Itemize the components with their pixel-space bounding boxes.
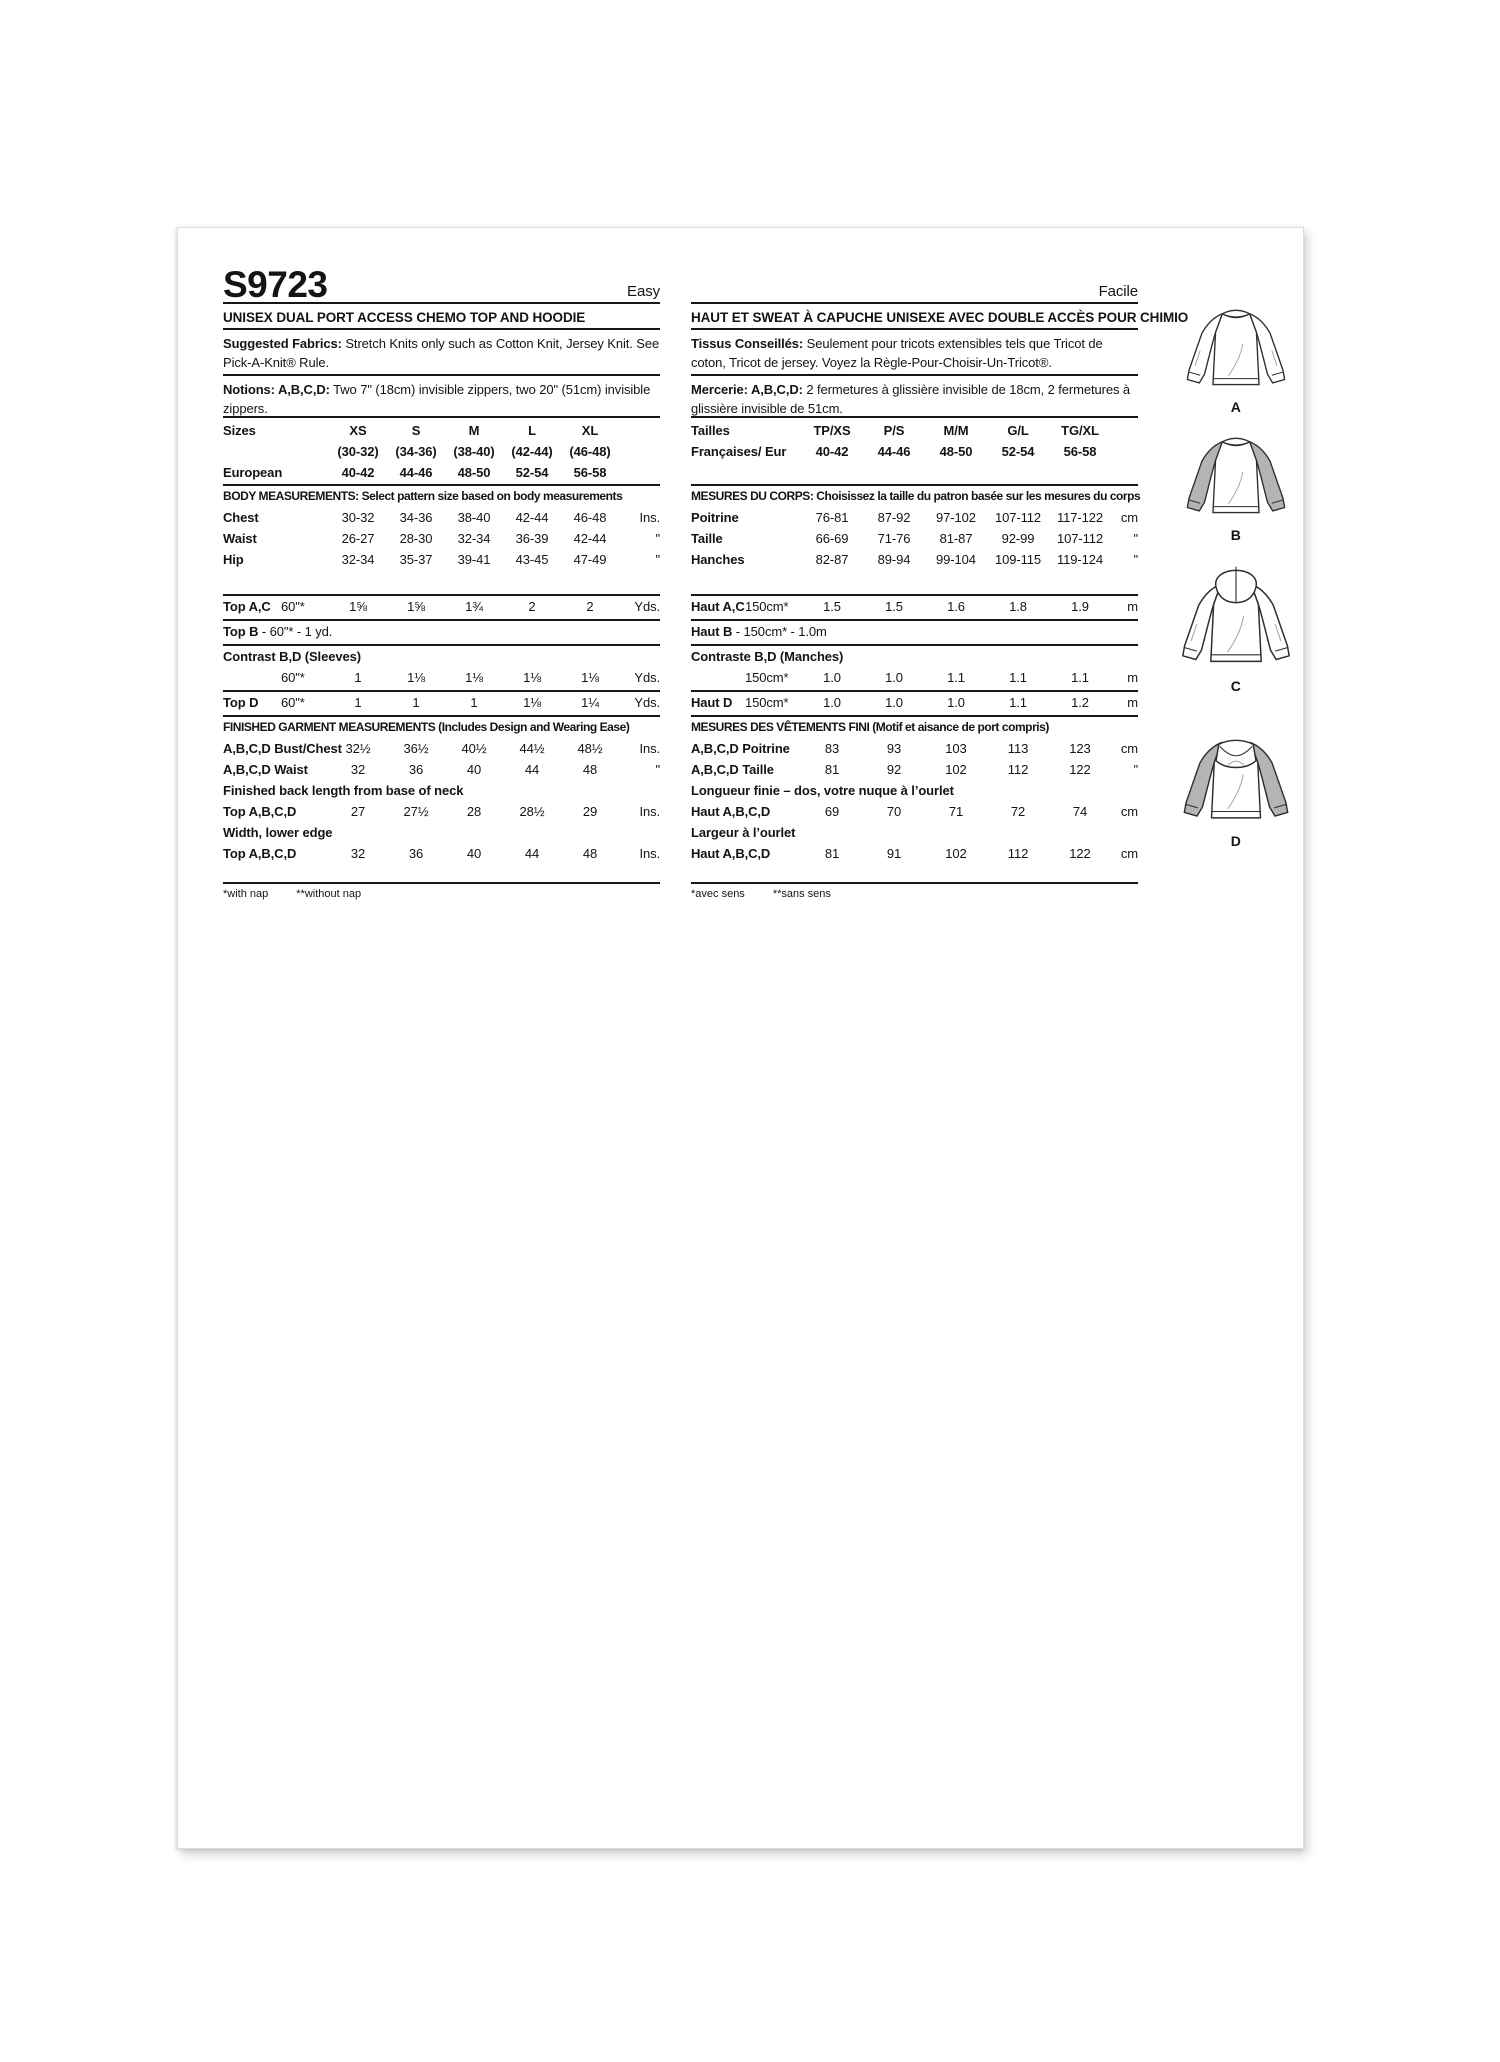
unit-cell: m (1127, 599, 1138, 614)
table-row (691, 738, 1138, 759)
contrast-label: Contrast B,D (Sleeves) (223, 649, 361, 664)
value-cell: 32 (350, 762, 366, 777)
value-cell: 1.1 (947, 670, 965, 685)
unit-cell: Yds. (634, 599, 660, 614)
value-cell: 123 (1069, 741, 1091, 756)
value-cell: 1⅝ (349, 599, 367, 614)
value-cell: 82-87 (815, 552, 849, 567)
value-cell: 97-102 (936, 510, 976, 525)
value-cell: 34-36 (399, 510, 433, 525)
width-lower-edge-label: Largeur à l’ourlet (691, 825, 796, 840)
value-cell: 1¾ (465, 599, 483, 614)
value-cell: TG/XL (1061, 423, 1099, 438)
value-cell: 81-87 (939, 531, 973, 546)
size-header-table (223, 416, 660, 486)
table-row (691, 528, 1138, 549)
body-measurements-header: MESURES DU CORPS: Choisissez la taille du patron basée sur les mesures du corps (691, 489, 1141, 503)
view-a (1161, 301, 1311, 415)
unit-cell: cm (1120, 846, 1138, 861)
value-cell: 1.0 (947, 695, 965, 710)
value-cell: P/S (883, 423, 905, 438)
value-cell: 81 (824, 762, 840, 777)
table-row (223, 507, 660, 528)
unit-cell: Ins. (639, 741, 660, 756)
table-row (223, 462, 660, 483)
view-c-illustration (1166, 555, 1306, 676)
row-label: Top A,C (223, 599, 271, 614)
yardage-row (223, 692, 660, 717)
table-row (691, 420, 1138, 441)
table-row (223, 801, 660, 822)
value-cell: 1.9 (1071, 599, 1089, 614)
back-length-label: Finished back length from base of neck (223, 783, 464, 798)
yardage-row (691, 594, 1138, 621)
row-label: European (223, 465, 283, 480)
value-cell: S (411, 423, 421, 438)
value-cell: 40 (466, 762, 482, 777)
value-cell: (42-44) (511, 444, 553, 459)
value-cell: 47-49 (573, 552, 607, 567)
row-label: Poitrine (691, 510, 739, 525)
value-cell: (34-36) (395, 444, 437, 459)
row-label: Chest (223, 510, 259, 525)
yardage-row (223, 594, 660, 621)
view-d-illustration (1168, 729, 1304, 831)
value-cell: M/M (943, 423, 969, 438)
value-cell: 102 (945, 762, 967, 777)
table-row (691, 441, 1138, 462)
unit-cell: Yds. (634, 670, 660, 685)
value-cell: 1⅛ (465, 670, 483, 685)
value-cell: XS (349, 423, 367, 438)
value-cell: 1.5 (885, 599, 903, 614)
table-row (223, 549, 660, 570)
view-c (1161, 555, 1311, 694)
value-cell: 32-34 (341, 552, 375, 567)
value-cell: 36½ (403, 741, 429, 756)
value-cell: 122 (1069, 762, 1091, 777)
value-cell: 102 (945, 846, 967, 861)
table-row (223, 738, 660, 759)
value-cell: 44-46 (877, 444, 911, 459)
value-cell: - 150cm* - 1.0m (732, 624, 827, 639)
french-column (691, 266, 1189, 900)
size-header-table (691, 416, 1138, 486)
value-cell: 48 (582, 762, 598, 777)
table-row (691, 549, 1138, 570)
row-label: Haut A,C (691, 599, 745, 614)
value-cell: 1¼ (581, 695, 599, 710)
value-cell: 71-76 (877, 531, 911, 546)
value-cell: 70 (886, 804, 902, 819)
masthead (691, 266, 1138, 304)
value-cell: 52-54 (515, 465, 549, 480)
value-cell: G/L (1007, 423, 1029, 438)
view-b-label: B (1230, 526, 1242, 543)
back-length-label: Longueur finie – dos, votre nuque à l’ourlet (691, 783, 954, 798)
unit-cell: " (1133, 552, 1138, 567)
view-c-label: C (1230, 678, 1242, 695)
value-cell: 44½ (519, 741, 545, 756)
footnote-without-nap: **without nap (296, 888, 362, 900)
notions-text: Two 7" (18cm) invisible zippers, two 20" (51cm) invisible zippers. (223, 382, 651, 416)
value-cell: (38-40) (453, 444, 495, 459)
view-d (1161, 729, 1311, 849)
fabric-width-cell: 60"* (281, 599, 305, 614)
notions-text: 2 fermetures à glissière invisible de 18cm, 2 fermetures à glissière invisible de 51cm. (691, 382, 1131, 416)
finished-measurements-header: MESURES DES VÊTEMENTS FINI (Motif et aisance de port compris) (691, 720, 1049, 734)
value-cell: 27 (350, 804, 366, 819)
value-cell: 1.6 (947, 599, 965, 614)
value-cell: 1⅛ (581, 670, 599, 685)
pattern-title: UNISEX DUAL PORT ACCESS CHEMO TOP AND HOODIE (223, 304, 660, 330)
value-cell: 40½ (461, 741, 487, 756)
body-measurements-header: BODY MEASUREMENTS: Select pattern size based on body measurements (223, 489, 623, 503)
view-d-label: D (1230, 832, 1242, 849)
value-cell: 56-58 (1063, 444, 1097, 459)
value-cell: 76-81 (815, 510, 849, 525)
difficulty-label: Easy (627, 283, 660, 300)
row-label: Taille (691, 531, 723, 546)
suggested-fabrics (223, 330, 660, 376)
value-cell: 28-30 (399, 531, 433, 546)
value-cell: 1 (412, 695, 420, 710)
row-label: Top A,B,C,D (223, 846, 297, 861)
footnote (223, 882, 660, 900)
value-cell: 107-112 (994, 510, 1042, 525)
unit-cell: " (655, 552, 660, 567)
value-cell: 109-115 (994, 552, 1042, 567)
value-cell: 91 (886, 846, 902, 861)
value-cell: 42-44 (515, 510, 549, 525)
value-cell: - 60"* - 1 yd. (258, 624, 333, 639)
value-cell: 44 (524, 846, 540, 861)
value-cell: 1.0 (885, 695, 903, 710)
value-cell: 56-58 (573, 465, 607, 480)
english-column (223, 266, 660, 900)
value-cell: 43-45 (515, 552, 549, 567)
yardage-row-b (691, 621, 1138, 646)
pattern-title: HAUT ET SWEAT À CAPUCHE UNISEXE AVEC DOUBLE ACCÈS POUR CHIMIO (691, 304, 1138, 330)
value-cell: 48-50 (457, 465, 491, 480)
row-label: Top A,B,C,D (223, 804, 297, 819)
value-cell: 81 (824, 846, 840, 861)
row-label: Top B (223, 624, 259, 639)
value-cell: 1.1 (1009, 695, 1027, 710)
finished-measurements-header: FINISHED GARMENT MEASUREMENTS (Includes Design and Wearing Ease) (223, 720, 630, 734)
value-cell: 69 (824, 804, 840, 819)
row-label: Haut B (691, 624, 733, 639)
value-cell: 1.8 (1009, 599, 1027, 614)
value-cell: 92 (886, 762, 902, 777)
footnote (691, 882, 1138, 900)
value-cell: 119-124 (1056, 552, 1104, 567)
view-b (1161, 429, 1311, 543)
contrast-label: Contraste B,D (Manches) (691, 649, 844, 664)
value-cell: 44-46 (399, 465, 433, 480)
fabric-width-cell: 60"* (281, 670, 305, 685)
table-row (691, 759, 1138, 780)
yardage-row (691, 692, 1138, 717)
value-cell: TP/XS (813, 423, 851, 438)
suggested-fabrics (691, 330, 1138, 376)
value-cell: 28 (466, 804, 482, 819)
yardage-row-b (223, 621, 660, 646)
pattern-number: S9723 (223, 264, 328, 305)
value-cell: 36 (408, 762, 424, 777)
table-row (223, 843, 660, 864)
value-cell: 40-42 (341, 465, 375, 480)
view-a-illustration (1172, 301, 1300, 397)
view-a-label: A (1230, 398, 1242, 415)
value-cell: 48½ (577, 741, 603, 756)
value-cell: 36-39 (515, 531, 549, 546)
value-cell: 46-48 (573, 510, 607, 525)
masthead (223, 266, 660, 304)
unit-cell: Ins. (639, 510, 660, 525)
value-cell: 87-92 (877, 510, 911, 525)
value-cell: 107-112 (1056, 531, 1104, 546)
unit-cell: Yds. (634, 695, 660, 710)
value-cell: 2 (586, 599, 594, 614)
value-cell: 1.5 (823, 599, 841, 614)
value-cell: 89-94 (877, 552, 911, 567)
footnote-avec-sens: *avec sens (691, 888, 745, 900)
value-cell: 83 (824, 741, 840, 756)
value-cell: 32½ (345, 741, 371, 756)
footnote-with-nap: *with nap (223, 888, 269, 900)
value-cell: 1 (354, 670, 362, 685)
fabrics-text: Seulement pour tricots extensibles tels que Tricot de coton, Tricot de jersey. Voyez la Règle-Pour-Choisir-Un-Tricot®. (691, 336, 1103, 370)
value-cell: 48 (582, 846, 598, 861)
value-cell: 1⅛ (523, 695, 541, 710)
unit-cell: " (1133, 531, 1138, 546)
unit-cell: m (1127, 695, 1138, 710)
value-cell: 122 (1069, 846, 1091, 861)
value-cell: 1 (354, 695, 362, 710)
notions-label: Notions: A,B,C,D: (223, 382, 330, 397)
row-label: Sizes (223, 423, 256, 438)
value-cell: 1 (470, 695, 478, 710)
unit-cell: " (1133, 762, 1138, 777)
row-label: Haut A,B,C,D (691, 804, 771, 819)
value-cell: 71 (948, 804, 964, 819)
notions (691, 376, 1138, 416)
row-label: Haut A,B,C,D (691, 846, 771, 861)
unit-cell: m (1127, 670, 1138, 685)
value-cell: 1.0 (823, 695, 841, 710)
value-cell: 74 (1072, 804, 1088, 819)
value-cell: 48-50 (939, 444, 973, 459)
table-row (691, 507, 1138, 528)
unit-cell: " (655, 762, 660, 777)
value-cell: 92-99 (1001, 531, 1035, 546)
fabrics-label: Suggested Fabrics: (223, 336, 342, 351)
yardage-row (223, 667, 660, 692)
value-cell: 52-54 (1001, 444, 1035, 459)
value-cell: 1⅛ (407, 670, 425, 685)
value-cell: 39-41 (457, 552, 491, 567)
value-cell: 1.2 (1071, 695, 1089, 710)
value-cell: 117-122 (1056, 510, 1104, 525)
difficulty-label: Facile (1098, 283, 1138, 300)
value-cell: 1⅛ (523, 670, 541, 685)
value-cell: (30-32) (337, 444, 379, 459)
value-cell: 113 (1007, 741, 1029, 756)
unit-cell: cm (1120, 741, 1138, 756)
value-cell: 1.0 (885, 670, 903, 685)
value-cell: 40 (466, 846, 482, 861)
view-b-illustration (1172, 429, 1300, 525)
notions-label: Mercerie: A,B,C,D: (691, 382, 803, 397)
row-label: Hanches (691, 552, 745, 567)
value-cell: 66-69 (815, 531, 849, 546)
value-cell: (46-48) (569, 444, 611, 459)
row-label: A,B,C,D Taille (691, 762, 774, 777)
unit-cell: cm (1120, 510, 1138, 525)
table-row (223, 420, 660, 441)
value-cell: 2 (528, 599, 536, 614)
fabrics-text: Stretch Knits only such as Cotton Knit, Jersey Knit. See Pick-A-Knit® Rule. (223, 336, 660, 370)
value-cell: 32 (350, 846, 366, 861)
value-cell: 103 (945, 741, 967, 756)
value-cell: L (528, 423, 536, 438)
unit-cell: " (655, 531, 660, 546)
value-cell: 72 (1010, 804, 1026, 819)
row-label: Hip (223, 552, 244, 567)
fabric-width-cell: 60"* (281, 695, 305, 710)
table-row (223, 759, 660, 780)
footnote-sans-sens: **sans sens (772, 888, 831, 900)
value-cell: 1.1 (1009, 670, 1027, 685)
unit-cell: cm (1120, 804, 1138, 819)
value-cell: 44 (524, 762, 540, 777)
value-cell: 42-44 (573, 531, 607, 546)
table-row (223, 528, 660, 549)
value-cell: 36 (408, 846, 424, 861)
value-cell: 27½ (403, 804, 429, 819)
fabric-width-cell: 150cm* (745, 599, 789, 614)
value-cell: 112 (1007, 762, 1029, 777)
row-label: A,B,C,D Waist (223, 762, 308, 777)
row-label: A,B,C,D Poitrine (691, 741, 790, 756)
value-cell: 35-37 (399, 552, 433, 567)
row-label: A,B,C,D Bust/Chest (223, 741, 342, 756)
unit-cell: Ins. (639, 804, 660, 819)
row-label: Tailles (691, 423, 730, 438)
yardage-row (691, 667, 1138, 692)
unit-cell: Ins. (639, 846, 660, 861)
value-cell: 1.0 (823, 670, 841, 685)
width-lower-edge-label: Width, lower edge (223, 825, 333, 840)
value-cell: 112 (1007, 846, 1029, 861)
row-label: Waist (223, 531, 257, 546)
value-cell: XL (581, 423, 599, 438)
value-cell: 26-27 (341, 531, 375, 546)
fabric-width-cell: 150cm* (745, 695, 789, 710)
table-row (223, 441, 660, 462)
notions (223, 376, 660, 416)
row-label: Françaises/ Eur (691, 444, 787, 459)
value-cell: 30-32 (341, 510, 375, 525)
value-cell: 1⅝ (407, 599, 425, 614)
value-cell: 28½ (519, 804, 545, 819)
value-cell: 29 (582, 804, 598, 819)
value-cell: 40-42 (815, 444, 849, 459)
pattern-envelope-back (177, 227, 1304, 1849)
value-cell: 38-40 (457, 510, 491, 525)
value-cell: M (468, 423, 480, 438)
value-cell: 32-34 (457, 531, 491, 546)
fabrics-label: Tissus Conseillés: (691, 336, 804, 351)
table-row (691, 843, 1138, 864)
row-label: Haut D (691, 695, 733, 710)
fabric-width-cell: 150cm* (745, 670, 789, 685)
value-cell: 93 (886, 741, 902, 756)
value-cell: 1.1 (1071, 670, 1089, 685)
table-row (691, 801, 1138, 822)
row-label: Top D (223, 695, 259, 710)
value-cell: 99-104 (936, 552, 976, 567)
